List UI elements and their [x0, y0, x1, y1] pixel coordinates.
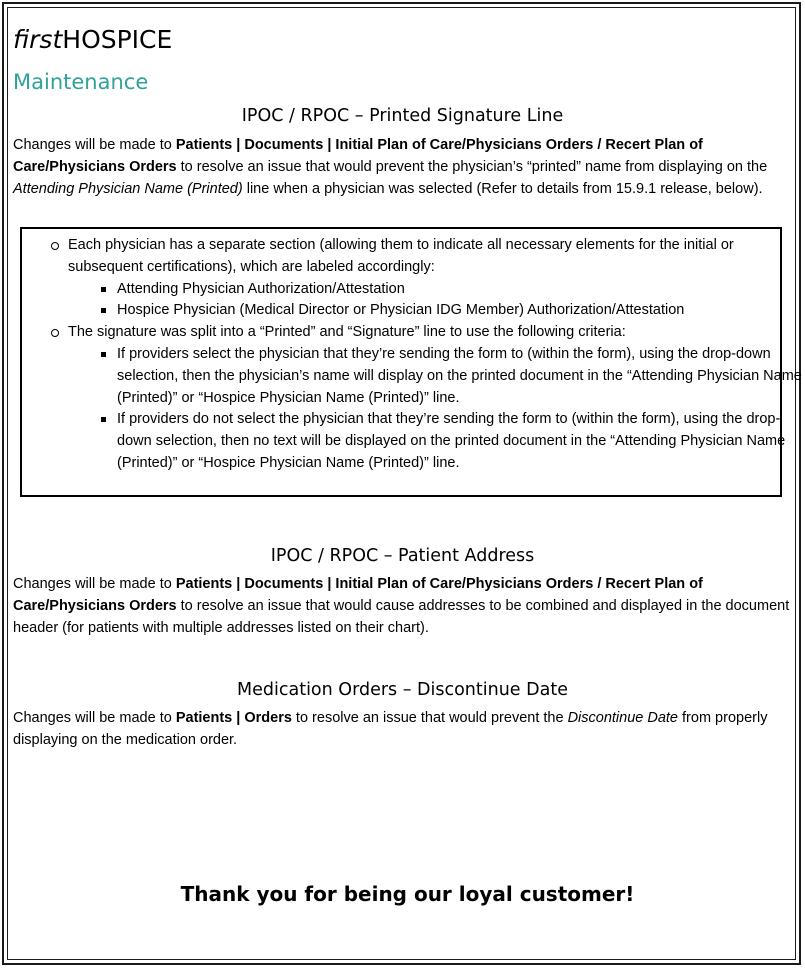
field-name: Discontinue Date [567, 710, 678, 726]
thank-you-message: Thank you for being our loyal customer! [180, 882, 635, 906]
menu-path: Patients | Documents | Initial Plan of Care/Physicians Orders / Recert Plan of Care/Physicians Orders [13, 576, 703, 614]
field-name: Attending Physician Name (Printed) [13, 180, 243, 197]
paragraph-discontinue-date: Changes will be made to Patients | Orders to resolve an issue that would prevent the Discontinue Date from properly displaying on the medication order. [13, 710, 768, 748]
menu-path: Patients | Documents | Initial Plan of Care/Physicians Orders / Recert Plan of Care/Physicians Orders [13, 137, 703, 175]
heading-printed-signature-line: IPOC / RPOC – Printed Signature Line [241, 106, 564, 126]
square-bullet-icon [101, 308, 106, 313]
menu-path: Patients | Orders [175, 710, 292, 726]
maintenance-title: Maintenance [13, 70, 149, 94]
sub-list-item: If providers do not select the physician that they’re sending the form to (within the form), using the drop-down selection, then no text will be displayed on the printed document in the “Attending Physician Name (Printed)” or “Hospice Physician Name (Printed)” line. [117, 409, 805, 474]
square-bullet-icon [101, 417, 106, 422]
paragraph-patient-address: Changes will be made to Patients | Documents | Initial Plan of Care/Physicians Orders / Recert Plan of Care/Physicians Orders to resolve an issue that would cause addresses to be combined and displayed in the document header (for patients with multiple addresses listed on their chart). [13, 576, 790, 636]
square-bullet-icon [101, 352, 106, 357]
sub-list [68, 344, 805, 475]
circle-bullet-icon [51, 242, 59, 250]
list-item: Each physician has a separate section (allowing them to indicate all necessary elements for the initial or subsequent certifications), which are labeled accordingly: Attending Physician Authorization/Attestation Hospice Physician (Medical Director or Physician IDG Member) Authorization/Attestation [68, 235, 805, 322]
sub-list-item: Hospice Physician (Medical Director or Physician IDG Member) Authorization/Attestation [117, 300, 805, 322]
firsthospice-logo [13, 24, 172, 56]
details-list [22, 235, 805, 475]
heading-patient-address: IPOC / RPOC – Patient Address [270, 546, 535, 566]
details-box [20, 227, 802, 497]
sub-list-item: Attending Physician Authorization/Attestation [117, 279, 805, 301]
list-item: The signature was split into a “Printed” and “Signature” line to use the following criteria: If providers select the physician that they’re sending the form to (within the form), using the drop-down selection, then the physician’s name will display on the printed document in the “Attending Physician Name (Printed)” or “Hospice Physician Name (Printed)” line. If providers do not select the physician that they’re sending the form to (within the form), using the drop-down selection, then no text will be displayed on the printed document in the “Attending Physician Name (Printed)” or “Hospice Physician Name (Printed)” line. [68, 322, 805, 475]
square-bullet-icon [101, 287, 106, 292]
heading-discontinue-date: Medication Orders – Discontinue Date [237, 680, 568, 700]
logo-first: first [13, 25, 63, 54]
sub-list-item: If providers select the physician that they’re sending the form to (within the form), using the drop-down selection, then the physician’s name will display on the printed document in the “Attending Physician Name (Printed)” or “Hospice Physician Name (Printed)” line. [117, 344, 805, 409]
circle-bullet-icon [51, 329, 59, 337]
logo-hospice: HOSPICE [62, 25, 173, 54]
sub-list [68, 279, 805, 323]
paragraph-printed-signature-line: Changes will be made to Patients | Documents | Initial Plan of Care/Physicians Orders / Recert Plan of Care/Physicians Orders to resolve an issue that would prevent the physician’s “printed” name from displaying on the Attending Physician Name (Printed) line when a physician was selected (Refer to details from 15.9.1 release, below). [13, 137, 768, 197]
